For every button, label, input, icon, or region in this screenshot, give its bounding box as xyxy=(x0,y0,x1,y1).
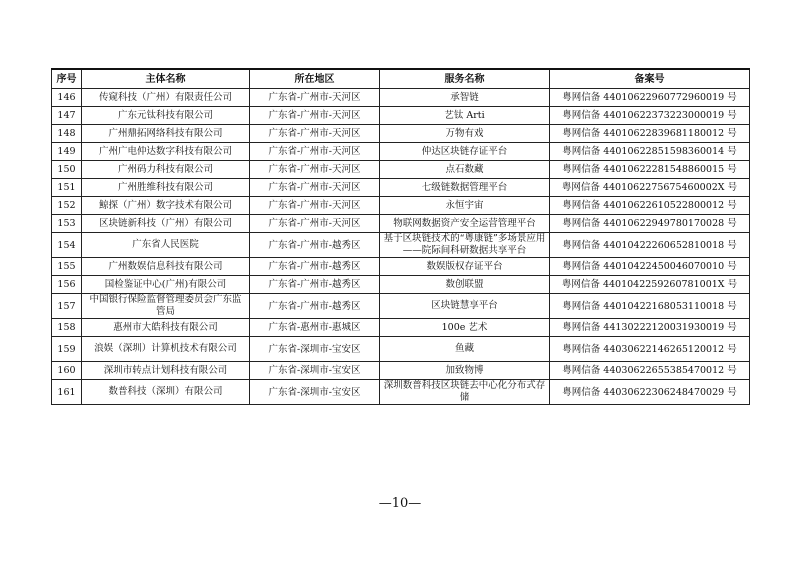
table-header-row xyxy=(52,69,750,89)
cell-entity-name: 广东省人民医院 xyxy=(82,233,250,258)
header-record-number: 备案号 xyxy=(550,69,750,89)
cell-entity-name: 区块链新科技（广州）有限公司 xyxy=(82,215,250,233)
cell-entity-name: 中国银行保险监督管理委员会广东监管局 xyxy=(82,294,250,319)
cell-no: 156 xyxy=(52,276,82,294)
cell-service-name: 艺钛 Arti xyxy=(380,107,550,125)
cell-no: 157 xyxy=(52,294,82,319)
cell-no: 152 xyxy=(52,197,82,215)
table-row xyxy=(52,215,750,233)
cell-service-name: 鱼藏 xyxy=(380,337,550,362)
cell-no: 154 xyxy=(52,233,82,258)
cell-service-name: 物联网数据资产安全运营管理平台 xyxy=(380,215,550,233)
cell-location: 广东省-广州市-天河区 xyxy=(250,197,380,215)
cell-service-name: 基于区块链技术的“粤康链”多场景应用——院际间科研数据共享平台 xyxy=(380,233,550,258)
cell-entity-name: 广州码力科技有限公司 xyxy=(82,161,250,179)
cell-entity-name: 国检鉴证中心(广州)有限公司 xyxy=(82,276,250,294)
table-row xyxy=(52,179,750,197)
cell-entity-name: 广州数娱信息科技有限公司 xyxy=(82,258,250,276)
cell-entity-name: 广东元钛科技有限公司 xyxy=(82,107,250,125)
cell-no: 161 xyxy=(52,380,82,405)
cell-no: 159 xyxy=(52,337,82,362)
cell-record-number: 粤网信备 44010422168053110018 号 xyxy=(550,294,750,319)
header-entity-name: 主体名称 xyxy=(82,69,250,89)
cell-record-number: 粤网信备 44010622839681180012 号 xyxy=(550,125,750,143)
cell-entity-name: 数普科技（深圳）有限公司 xyxy=(82,380,250,405)
cell-record-number: 粤网信备 44010622281548860015 号 xyxy=(550,161,750,179)
cell-entity-name: 广州广电仲达数字科技有限公司 xyxy=(82,143,250,161)
cell-location: 广东省-广州市-天河区 xyxy=(250,143,380,161)
cell-no: 153 xyxy=(52,215,82,233)
table-row xyxy=(52,319,750,337)
cell-service-name: 区块链慧享平台 xyxy=(380,294,550,319)
cell-no: 150 xyxy=(52,161,82,179)
cell-record-number: 粤网信备 44010622851598360014 号 xyxy=(550,143,750,161)
cell-service-name: 点石数藏 xyxy=(380,161,550,179)
cell-location: 广东省-广州市-越秀区 xyxy=(250,276,380,294)
cell-location: 广东省-广州市-天河区 xyxy=(250,161,380,179)
cell-entity-name: 浪娱（深圳）计算机技术有限公司 xyxy=(82,337,250,362)
cell-no: 158 xyxy=(52,319,82,337)
registry-table xyxy=(51,68,750,405)
cell-location: 广东省-广州市-越秀区 xyxy=(250,258,380,276)
cell-record-number: 粤网信备 44030622306248470029 号 xyxy=(550,380,750,405)
cell-record-number: 粤网信备 44010622610522800012 号 xyxy=(550,197,750,215)
cell-no: 148 xyxy=(52,125,82,143)
cell-no: 151 xyxy=(52,179,82,197)
page-number: —10— xyxy=(378,496,422,511)
cell-record-number: 粤网信备 44010622949780170028 号 xyxy=(550,215,750,233)
cell-location: 广东省-深圳市-宝安区 xyxy=(250,337,380,362)
cell-service-name: 数创联盟 xyxy=(380,276,550,294)
cell-service-name: 七级链数据管理平台 xyxy=(380,179,550,197)
cell-no: 147 xyxy=(52,107,82,125)
table-row xyxy=(52,294,750,319)
cell-location: 广东省-惠州市-惠城区 xyxy=(250,319,380,337)
cell-location: 广东省-深圳市-宝安区 xyxy=(250,362,380,380)
cell-service-name: 仲达区块链存证平台 xyxy=(380,143,550,161)
cell-entity-name: 广州鼎拓网络科技有限公司 xyxy=(82,125,250,143)
cell-service-name: 数娱版权存证平台 xyxy=(380,258,550,276)
table-row xyxy=(52,107,750,125)
cell-no: 149 xyxy=(52,143,82,161)
cell-no: 146 xyxy=(52,89,82,107)
cell-record-number: 粤网信备 44010622960772960019 号 xyxy=(550,89,750,107)
table-row xyxy=(52,125,750,143)
table-row xyxy=(52,161,750,179)
cell-location: 广东省-广州市-天河区 xyxy=(250,215,380,233)
cell-location: 广东省-广州市-天河区 xyxy=(250,125,380,143)
table-row xyxy=(52,143,750,161)
cell-record-number: 粤网信备 44010622373223000019 号 xyxy=(550,107,750,125)
cell-location: 广东省-广州市-天河区 xyxy=(250,107,380,125)
table-body xyxy=(52,89,750,405)
cell-entity-name: 惠州市大皓科技有限公司 xyxy=(82,319,250,337)
cell-no: 155 xyxy=(52,258,82,276)
table-row xyxy=(52,233,750,258)
cell-record-number: 粤网信备 44030622655385470012 号 xyxy=(550,362,750,380)
cell-record-number: 粤网信备 44030622146265120012 号 xyxy=(550,337,750,362)
cell-location: 广东省-广州市-越秀区 xyxy=(250,233,380,258)
cell-location: 广东省-广州市-天河区 xyxy=(250,89,380,107)
cell-entity-name: 深圳市转点计划科技有限公司 xyxy=(82,362,250,380)
table-row xyxy=(52,337,750,362)
cell-location: 广东省-深圳市-宝安区 xyxy=(250,380,380,405)
cell-record-number: 粤网信备 44010422260652810018 号 xyxy=(550,233,750,258)
cell-location: 广东省-广州市-越秀区 xyxy=(250,294,380,319)
cell-service-name: 永恒宇宙 xyxy=(380,197,550,215)
cell-service-name: 深圳数普科技区块链去中心化分布式存储 xyxy=(380,380,550,405)
cell-record-number: 粤网信备 4401062275675460002X 号 xyxy=(550,179,750,197)
header-service-name: 服务名称 xyxy=(380,69,550,89)
table-row xyxy=(52,89,750,107)
cell-entity-name: 传窥科技（广州）有限责任公司 xyxy=(82,89,250,107)
cell-service-name: 100e 艺术 xyxy=(380,319,550,337)
cell-service-name: 承智链 xyxy=(380,89,550,107)
header-no: 序号 xyxy=(52,69,82,89)
cell-record-number: 粤网信备 44010422450046070010 号 xyxy=(550,258,750,276)
table-row xyxy=(52,276,750,294)
header-location: 所在地区 xyxy=(250,69,380,89)
cell-entity-name: 鲸探（广州）数字技术有限公司 xyxy=(82,197,250,215)
cell-record-number: 粤网信备 44130222120031930019 号 xyxy=(550,319,750,337)
cell-service-name: 万物有戏 xyxy=(380,125,550,143)
cell-no: 160 xyxy=(52,362,82,380)
table-row xyxy=(52,197,750,215)
table-row xyxy=(52,380,750,405)
table-row xyxy=(52,258,750,276)
cell-location: 广东省-广州市-天河区 xyxy=(250,179,380,197)
cell-entity-name: 广州胜维科技有限公司 xyxy=(82,179,250,197)
cell-record-number: 粤网信备 4401042259260781001X 号 xyxy=(550,276,750,294)
table-row xyxy=(52,362,750,380)
cell-service-name: 加致物博 xyxy=(380,362,550,380)
